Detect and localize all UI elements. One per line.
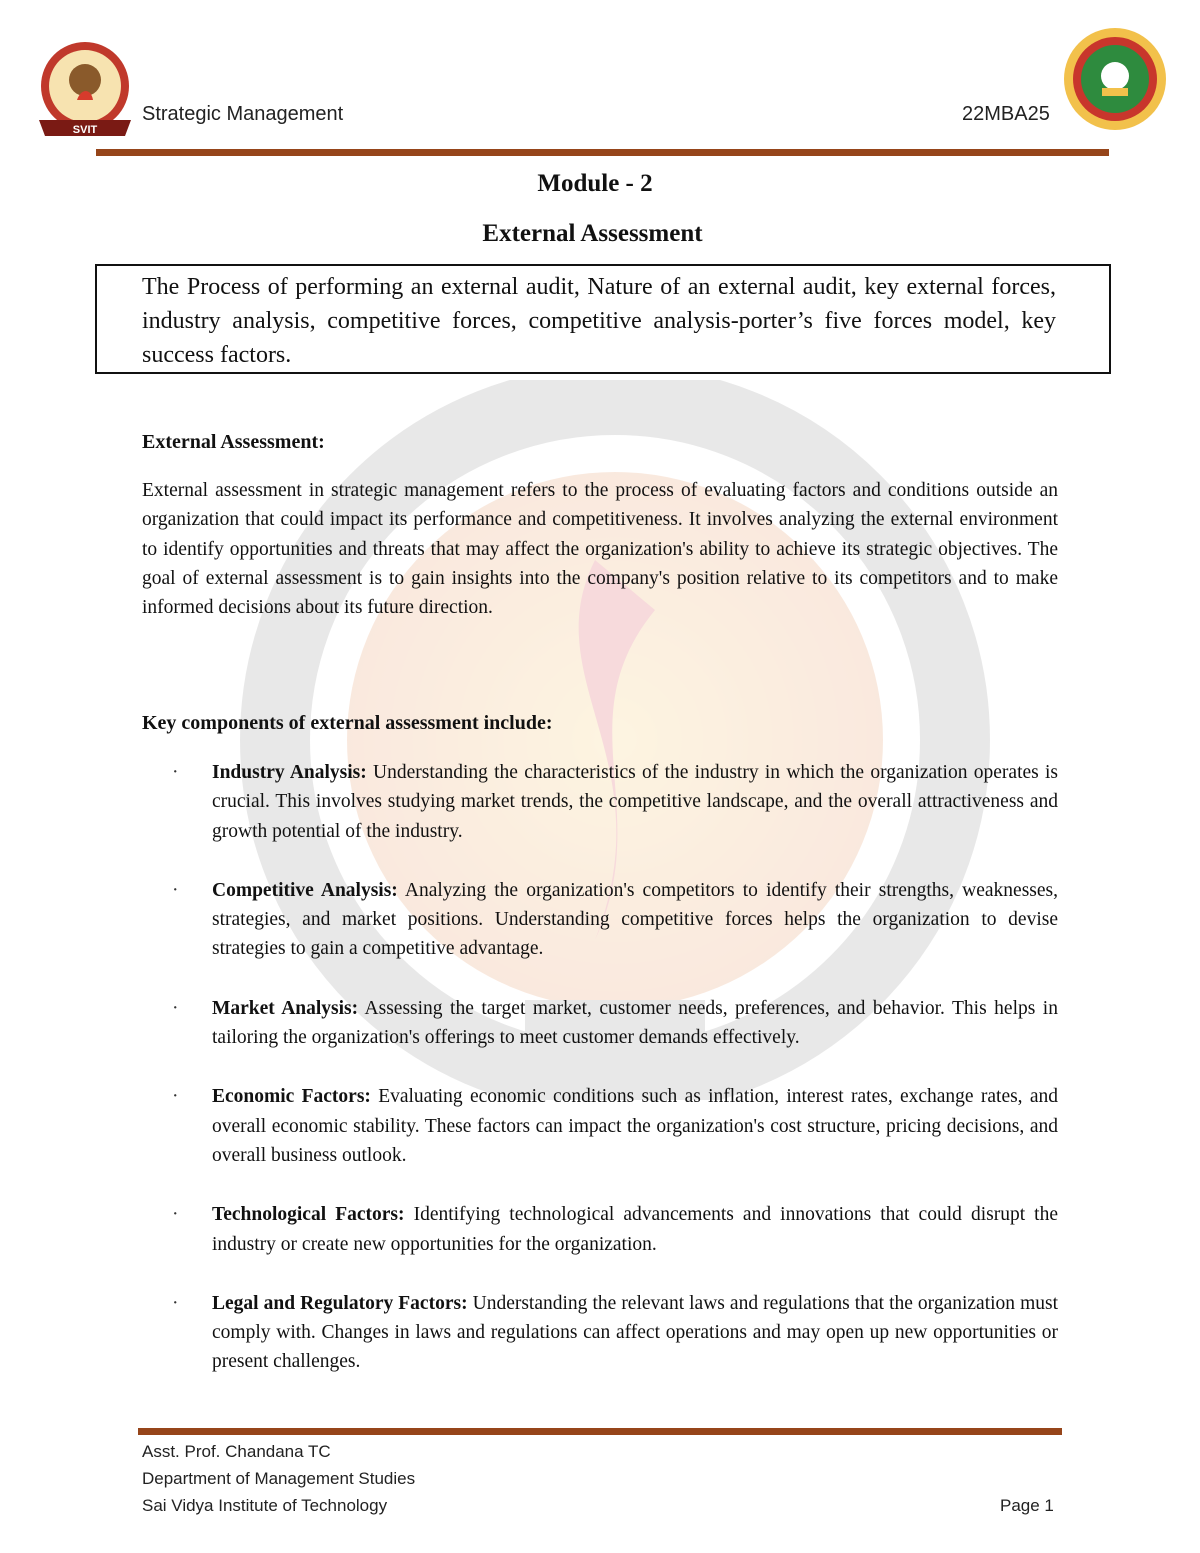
external-assessment-paragraph-block [142, 476, 1058, 622]
section-heading-external-assessment: External Assessment: [142, 431, 325, 453]
list-item [142, 994, 1058, 1053]
list-item-text: Identifying technological advancements and innovations that could disrupt the industry or create new opportunities for the organization. [212, 1204, 1059, 1255]
list-item-term: Industry Analysis: [212, 762, 367, 783]
svit-logo [35, 40, 135, 140]
footer-author: Asst. Prof. Chandana TC [142, 1442, 331, 1461]
section-heading-key-components: Key components of external assessment include: [142, 712, 553, 734]
list-item-term: Technological Factors: [212, 1204, 405, 1226]
list-item-text: Analyzing the organization's competitors to identify their strengths, weaknesses, strategies, and market positions. Understanding competitive forces helps the organization to devise strategies to gain a competitive advantage. [212, 879, 1058, 960]
list-item [142, 1200, 1058, 1259]
footer-rule [138, 1428, 1062, 1435]
list-item-text: Assessing the target market, customer needs, preferences, and behavior. This helps in tailoring the organization's offerings to meet customer demands effectively. [212, 997, 1058, 1049]
logo-text: SVIT [72, 124, 98, 136]
page-number: Page 1 [1000, 1496, 1054, 1515]
course-title: Strategic Management [142, 103, 344, 125]
key-components-list [142, 758, 1058, 1407]
list-item-text: Understanding the characteristics of the industry in which the organization operates is crucial. This involves studying market trends, the competitive landscape, and the overall attractiveness and growth potential of the industry. [212, 762, 1059, 842]
module-subtitle: External Assessment [482, 220, 703, 247]
syllabus-text: The Process of performing an external audit, Nature of an external audit, key external forces, industry analysis, competitive forces, competitive analysis-porter’s five forces model, key success factors. [142, 274, 1056, 368]
list-item-text: Evaluating economic conditions such as inflation, interest rates, exchange rates, and overall economic stability. These factors can impact the organization's cost structure, pricing decisions, and overall business outlook. [212, 1086, 1058, 1166]
list-item-text: Understanding the relevant laws and regulations that the organization must comply with. Changes in laws and regulations can affect operations and may open up new opportunities or present challenges. [212, 1292, 1058, 1373]
list-item-term: Competitive Analysis: [212, 879, 398, 901]
header-rule [96, 149, 1109, 156]
list-item-term: Market Analysis: [212, 997, 359, 1019]
vtu-logo [1062, 26, 1168, 132]
list-item [142, 1082, 1058, 1170]
course-code: 22MBA25 [962, 103, 1050, 125]
syllabus-box [95, 264, 1111, 374]
list-item [142, 1289, 1058, 1377]
footer-institute: Sai Vidya Institute of Technology [142, 1496, 388, 1515]
list-item [142, 876, 1058, 964]
list-item-term: Economic Factors: [212, 1086, 371, 1108]
external-assessment-paragraph: External assessment in strategic management refers to the process of evaluating factors and conditions outside an organization that could impact its performance and competitiveness. It involves analyzing the external environment to identify opportunities and threats that may affect the organization's ability to achieve its strategic objectives. The goal of external assessment is to gain insights into the company's position relative to its competitors and to make informed decisions about its future direction. [142, 480, 1058, 619]
footer-department: Department of Management Studies [142, 1469, 416, 1488]
module-title: Module - 2 [537, 170, 653, 197]
list-item-term: Legal and Regulatory Factors: [212, 1292, 468, 1314]
list-item [142, 758, 1058, 846]
